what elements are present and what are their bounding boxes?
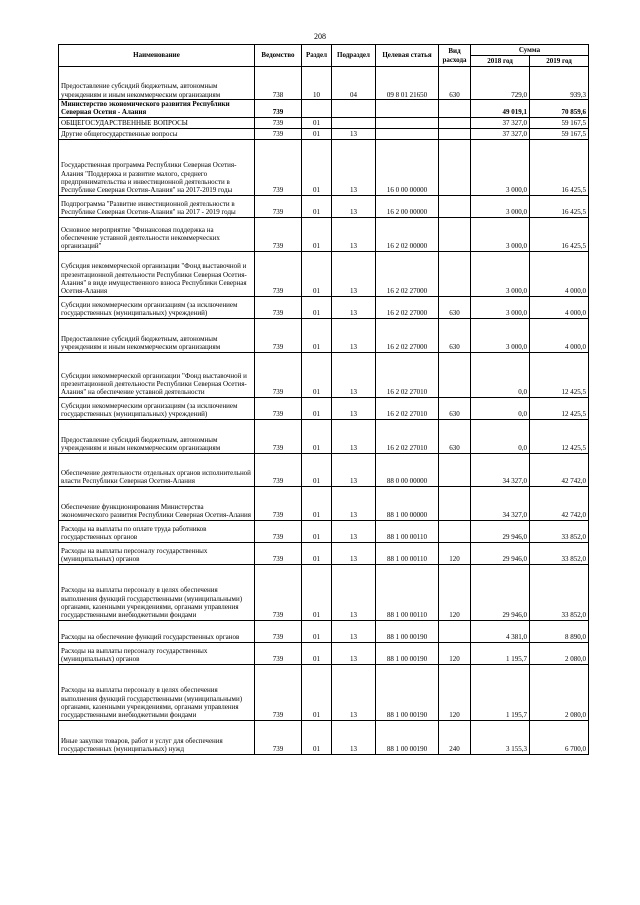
row-vid-raskhoda <box>439 117 471 128</box>
row-vid-raskhoda <box>439 453 471 486</box>
row-name: Расходы на выплаты по оплате труда работников государственных органов <box>59 520 255 542</box>
row-razdel: 01 <box>302 352 332 397</box>
row-sum-2019: 42 742,0 <box>530 453 589 486</box>
row-vid-raskhoda: 630 <box>439 397 471 419</box>
row-razdel: 01 <box>302 720 332 754</box>
row-sum-2019: 4 000,0 <box>530 318 589 352</box>
row-podrazdel: 13 <box>332 195 376 217</box>
row-vedomstvo: 739 <box>255 128 302 139</box>
row-vid-raskhoda: 120 <box>439 542 471 564</box>
row-tselevaya-statya: 88 1 00 00190 <box>376 642 439 664</box>
row-sum-2019: 8 890,0 <box>530 620 589 642</box>
row-sum-2019: 33 852,0 <box>530 520 589 542</box>
row-name: Расходы на выплаты персоналу государственных (муниципальных) органов <box>59 542 255 564</box>
row-sum-2018: 3 000,0 <box>471 318 530 352</box>
row-podrazdel: 13 <box>332 296 376 318</box>
row-sum-2018: 3 000,0 <box>471 195 530 217</box>
row-tselevaya-statya: 09 8 01 21650 <box>376 67 439 100</box>
table-row <box>59 251 589 296</box>
row-razdel: 01 <box>302 318 332 352</box>
row-razdel: 01 <box>302 564 332 620</box>
row-razdel <box>302 100 332 118</box>
header-tselevaya-statya: Целевая статья <box>376 45 439 67</box>
table-row <box>59 318 589 352</box>
row-name: Расходы на выплаты персоналу в целях обеспечения выполнения функций государственными (муниципальными) органами, казенными учреждениями, органами управления государственными внебюджетными фондами <box>59 664 255 720</box>
row-razdel: 01 <box>302 117 332 128</box>
row-vedomstvo: 739 <box>255 296 302 318</box>
header-summa: Сумма <box>471 45 589 56</box>
row-podrazdel: 13 <box>332 642 376 664</box>
row-sum-2019: 4 000,0 <box>530 251 589 296</box>
row-razdel: 01 <box>302 486 332 520</box>
table-row <box>59 664 589 720</box>
row-podrazdel: 13 <box>332 217 376 251</box>
row-sum-2019: 59 167,5 <box>530 117 589 128</box>
row-razdel: 01 <box>302 620 332 642</box>
row-name: Расходы на выплаты персоналу в целях обеспечения выполнения функций государственными (муниципальными) органами, казенными учреждениями, органами управления государственными внебюджетными фондами <box>59 564 255 620</box>
row-vid-raskhoda <box>439 352 471 397</box>
table-row <box>59 128 589 139</box>
row-razdel: 01 <box>302 296 332 318</box>
row-tselevaya-statya: 16 2 02 00000 <box>376 217 439 251</box>
row-razdel: 01 <box>302 419 332 453</box>
row-sum-2018: 0,0 <box>471 352 530 397</box>
row-vid-raskhoda: 120 <box>439 664 471 720</box>
row-podrazdel: 13 <box>332 564 376 620</box>
row-podrazdel: 13 <box>332 139 376 195</box>
row-vid-raskhoda <box>439 251 471 296</box>
row-sum-2018: 34 327,0 <box>471 486 530 520</box>
row-sum-2018: 3 000,0 <box>471 296 530 318</box>
row-tselevaya-statya: 88 1 00 00190 <box>376 620 439 642</box>
row-tselevaya-statya: 88 1 00 00110 <box>376 520 439 542</box>
row-sum-2018: 3 155,3 <box>471 720 530 754</box>
row-sum-2019: 16 425,5 <box>530 217 589 251</box>
row-sum-2019: 12 425,5 <box>530 419 589 453</box>
row-sum-2019: 2 080,0 <box>530 664 589 720</box>
row-sum-2019: 939,3 <box>530 67 589 100</box>
row-vid-raskhoda: 630 <box>439 296 471 318</box>
row-tselevaya-statya: 88 1 00 00190 <box>376 720 439 754</box>
row-name: Обеспечение деятельности отдельных органов исполнительной власти Республики Северная Осетия-Алания <box>59 453 255 486</box>
row-tselevaya-statya: 88 0 00 00000 <box>376 453 439 486</box>
row-podrazdel: 13 <box>332 128 376 139</box>
row-name: Государственная программа Республики Северная Осетия-Алания "Поддержка и развитие малого, среднего предпринимательства и инвестиционной деятельности в Республике Северная Осетия-Алания" на 2017-2019 годы <box>59 139 255 195</box>
row-name: Иные закупки товаров, работ и услуг для обеспечения государственных (муниципальных) нужд <box>59 720 255 754</box>
row-sum-2019: 59 167,5 <box>530 128 589 139</box>
row-vid-raskhoda <box>439 139 471 195</box>
table-row <box>59 564 589 620</box>
row-razdel: 01 <box>302 664 332 720</box>
row-podrazdel: 13 <box>332 664 376 720</box>
row-tselevaya-statya: 16 2 02 27010 <box>376 397 439 419</box>
row-name: Расходы на обеспечение функций государственных органов <box>59 620 255 642</box>
row-name: Расходы на выплаты персоналу государственных (муниципальных) органов <box>59 642 255 664</box>
row-sum-2018: 0,0 <box>471 397 530 419</box>
row-vid-raskhoda: 630 <box>439 419 471 453</box>
row-vid-raskhoda <box>439 100 471 118</box>
row-tselevaya-statya: 88 1 00 00000 <box>376 486 439 520</box>
row-vedomstvo: 739 <box>255 453 302 486</box>
row-tselevaya-statya: 88 1 00 00190 <box>376 664 439 720</box>
table-row <box>59 642 589 664</box>
table-row <box>59 520 589 542</box>
row-vedomstvo: 739 <box>255 100 302 118</box>
row-podrazdel: 13 <box>332 419 376 453</box>
row-sum-2018: 29 946,0 <box>471 564 530 620</box>
row-podrazdel: 13 <box>332 620 376 642</box>
row-podrazdel: 13 <box>332 520 376 542</box>
row-tselevaya-statya: 88 1 00 00110 <box>376 564 439 620</box>
row-vid-raskhoda: 630 <box>439 318 471 352</box>
row-tselevaya-statya: 16 2 00 00000 <box>376 195 439 217</box>
row-razdel: 01 <box>302 642 332 664</box>
row-vedomstvo: 739 <box>255 419 302 453</box>
table-row <box>59 620 589 642</box>
row-razdel: 01 <box>302 128 332 139</box>
row-vid-raskhoda: 120 <box>439 642 471 664</box>
row-tselevaya-statya: 16 2 02 27000 <box>376 318 439 352</box>
row-podrazdel: 04 <box>332 67 376 100</box>
row-vedomstvo: 739 <box>255 520 302 542</box>
row-vedomstvo: 739 <box>255 217 302 251</box>
row-vid-raskhoda: 630 <box>439 67 471 100</box>
row-name: Подпрограмма "Развитие инвестиционной деятельности в Республике Северная Осетия-Алания" на 2017 - 2019 годы <box>59 195 255 217</box>
row-vedomstvo: 739 <box>255 251 302 296</box>
row-vid-raskhoda: 120 <box>439 564 471 620</box>
row-vedomstvo: 739 <box>255 664 302 720</box>
row-razdel: 01 <box>302 195 332 217</box>
row-vedomstvo: 739 <box>255 486 302 520</box>
row-name: ОБЩЕГОСУДАРСТВЕННЫЕ ВОПРОСЫ <box>59 117 255 128</box>
row-podrazdel: 13 <box>332 318 376 352</box>
row-vedomstvo: 739 <box>255 195 302 217</box>
table-row <box>59 352 589 397</box>
row-sum-2018: 4 381,0 <box>471 620 530 642</box>
row-podrazdel: 13 <box>332 453 376 486</box>
row-podrazdel: 13 <box>332 486 376 520</box>
row-sum-2019: 2 080,0 <box>530 642 589 664</box>
row-razdel: 01 <box>302 397 332 419</box>
row-vedomstvo: 739 <box>255 117 302 128</box>
table-row <box>59 139 589 195</box>
row-name: Предоставление субсидий бюджетным, автономным учреждениям и иным некоммерческим организациям <box>59 318 255 352</box>
row-tselevaya-statya: 16 2 02 27010 <box>376 419 439 453</box>
row-sum-2019: 70 859,6 <box>530 100 589 118</box>
row-sum-2018: 37 327,0 <box>471 128 530 139</box>
table-row <box>59 117 589 128</box>
row-sum-2018: 3 000,0 <box>471 139 530 195</box>
row-name: Основное мероприятие "Финансовая поддержка на обеспечение уставной деятельности некоммерческих организаций" <box>59 217 255 251</box>
row-name: Субсидии некоммерческим организациям (за исключением государственных (муниципальных) учреждений) <box>59 296 255 318</box>
row-razdel: 01 <box>302 453 332 486</box>
row-podrazdel: 13 <box>332 542 376 564</box>
row-sum-2019: 6 700,0 <box>530 720 589 754</box>
row-name: Субсидии некоммерческим организациям (за исключением государственных (муниципальных) учреждений) <box>59 397 255 419</box>
row-vid-raskhoda <box>439 620 471 642</box>
row-razdel: 01 <box>302 139 332 195</box>
row-name: Предоставление субсидий бюджетным, автономным учреждениям и иным некоммерческим организациям <box>59 67 255 100</box>
row-sum-2019: 16 425,5 <box>530 195 589 217</box>
row-sum-2018: 3 000,0 <box>471 217 530 251</box>
row-sum-2018: 29 946,0 <box>471 542 530 564</box>
row-podrazdel <box>332 117 376 128</box>
header-podrazdel: Подраздел <box>332 45 376 67</box>
row-sum-2019: 16 425,5 <box>530 139 589 195</box>
table-row <box>59 486 589 520</box>
row-razdel: 01 <box>302 520 332 542</box>
row-vid-raskhoda <box>439 128 471 139</box>
table-row <box>59 542 589 564</box>
row-vedomstvo: 739 <box>255 620 302 642</box>
row-tselevaya-statya: 16 0 00 00000 <box>376 139 439 195</box>
row-vedomstvo: 739 <box>255 397 302 419</box>
row-sum-2018: 1 195,7 <box>471 664 530 720</box>
table-row <box>59 195 589 217</box>
table-row <box>59 453 589 486</box>
row-tselevaya-statya: 16 2 02 27010 <box>376 352 439 397</box>
header-vedomstvo: Ведомство <box>255 45 302 67</box>
page-number: 208 <box>314 32 326 41</box>
row-sum-2018: 3 000,0 <box>471 251 530 296</box>
row-sum-2019: 12 425,5 <box>530 397 589 419</box>
row-sum-2018: 34 327,0 <box>471 453 530 486</box>
row-sum-2019: 4 000,0 <box>530 296 589 318</box>
row-vedomstvo: 739 <box>255 720 302 754</box>
row-sum-2018: 1 195,7 <box>471 642 530 664</box>
row-name: Предоставление субсидий бюджетным, автономным учреждениям и иным некоммерческим организациям <box>59 419 255 453</box>
row-vedomstvo: 739 <box>255 642 302 664</box>
row-podrazdel: 13 <box>332 720 376 754</box>
row-tselevaya-statya: 16 2 02 27000 <box>376 251 439 296</box>
table-row <box>59 720 589 754</box>
row-tselevaya-statya <box>376 128 439 139</box>
table-row <box>59 397 589 419</box>
row-sum-2018: 729,0 <box>471 67 530 100</box>
row-tselevaya-statya: 88 1 00 00110 <box>376 542 439 564</box>
header-2018: 2018 год <box>471 56 530 67</box>
row-razdel: 01 <box>302 542 332 564</box>
row-vid-raskhoda <box>439 520 471 542</box>
table-row <box>59 100 589 118</box>
row-name: Субсидии некоммерческой организации "Фонд выставочной и презентационной деятельности Республики Северная Осетия-Алания" на обеспечение уставной деятельности <box>59 352 255 397</box>
row-sum-2019: 33 852,0 <box>530 564 589 620</box>
row-vid-raskhoda <box>439 217 471 251</box>
row-tselevaya-statya <box>376 100 439 118</box>
row-vedomstvo: 739 <box>255 318 302 352</box>
header-vid-raskhoda: Вид расхода <box>439 45 471 67</box>
row-razdel: 10 <box>302 67 332 100</box>
row-sum-2018: 49 019,1 <box>471 100 530 118</box>
table-row <box>59 67 589 100</box>
row-vid-raskhoda <box>439 486 471 520</box>
row-name: Субсидия некоммерческой организации "Фонд выставочной и презентационной деятельности Республики Северная Осетия-Алания" в виде имущественного взноса Республики Северная Осетия-Алания <box>59 251 255 296</box>
row-sum-2019: 33 852,0 <box>530 542 589 564</box>
row-razdel: 01 <box>302 251 332 296</box>
row-name: Другие общегосударственные вопросы <box>59 128 255 139</box>
row-podrazdel: 13 <box>332 352 376 397</box>
row-vedomstvo: 738 <box>255 67 302 100</box>
row-tselevaya-statya: 16 2 02 27000 <box>376 296 439 318</box>
row-podrazdel: 13 <box>332 397 376 419</box>
table-row <box>59 217 589 251</box>
table-body <box>59 67 589 755</box>
header-name: Наименование <box>59 45 255 67</box>
row-sum-2018: 37 327,0 <box>471 117 530 128</box>
row-name: Министерство экономического развития Республики Северная Осетия - Алания <box>59 100 255 118</box>
row-sum-2019: 42 742,0 <box>530 486 589 520</box>
row-tselevaya-statya <box>376 117 439 128</box>
row-vedomstvo: 739 <box>255 139 302 195</box>
row-podrazdel <box>332 100 376 118</box>
row-sum-2019: 12 425,5 <box>530 352 589 397</box>
table-row <box>59 419 589 453</box>
row-vedomstvo: 739 <box>255 352 302 397</box>
row-vid-raskhoda <box>439 195 471 217</box>
row-sum-2018: 0,0 <box>471 419 530 453</box>
table-row <box>59 296 589 318</box>
header-2019: 2019 год <box>530 56 589 67</box>
row-podrazdel: 13 <box>332 251 376 296</box>
row-name: Обеспечение функционирования Министерства экономического развития Республики Северная Осетия-Алания <box>59 486 255 520</box>
row-sum-2018: 29 946,0 <box>471 520 530 542</box>
budget-table <box>58 44 589 755</box>
row-vedomstvo: 739 <box>255 542 302 564</box>
row-vedomstvo: 739 <box>255 564 302 620</box>
row-razdel: 01 <box>302 217 332 251</box>
header-razdel: Раздел <box>302 45 332 67</box>
row-vid-raskhoda: 240 <box>439 720 471 754</box>
